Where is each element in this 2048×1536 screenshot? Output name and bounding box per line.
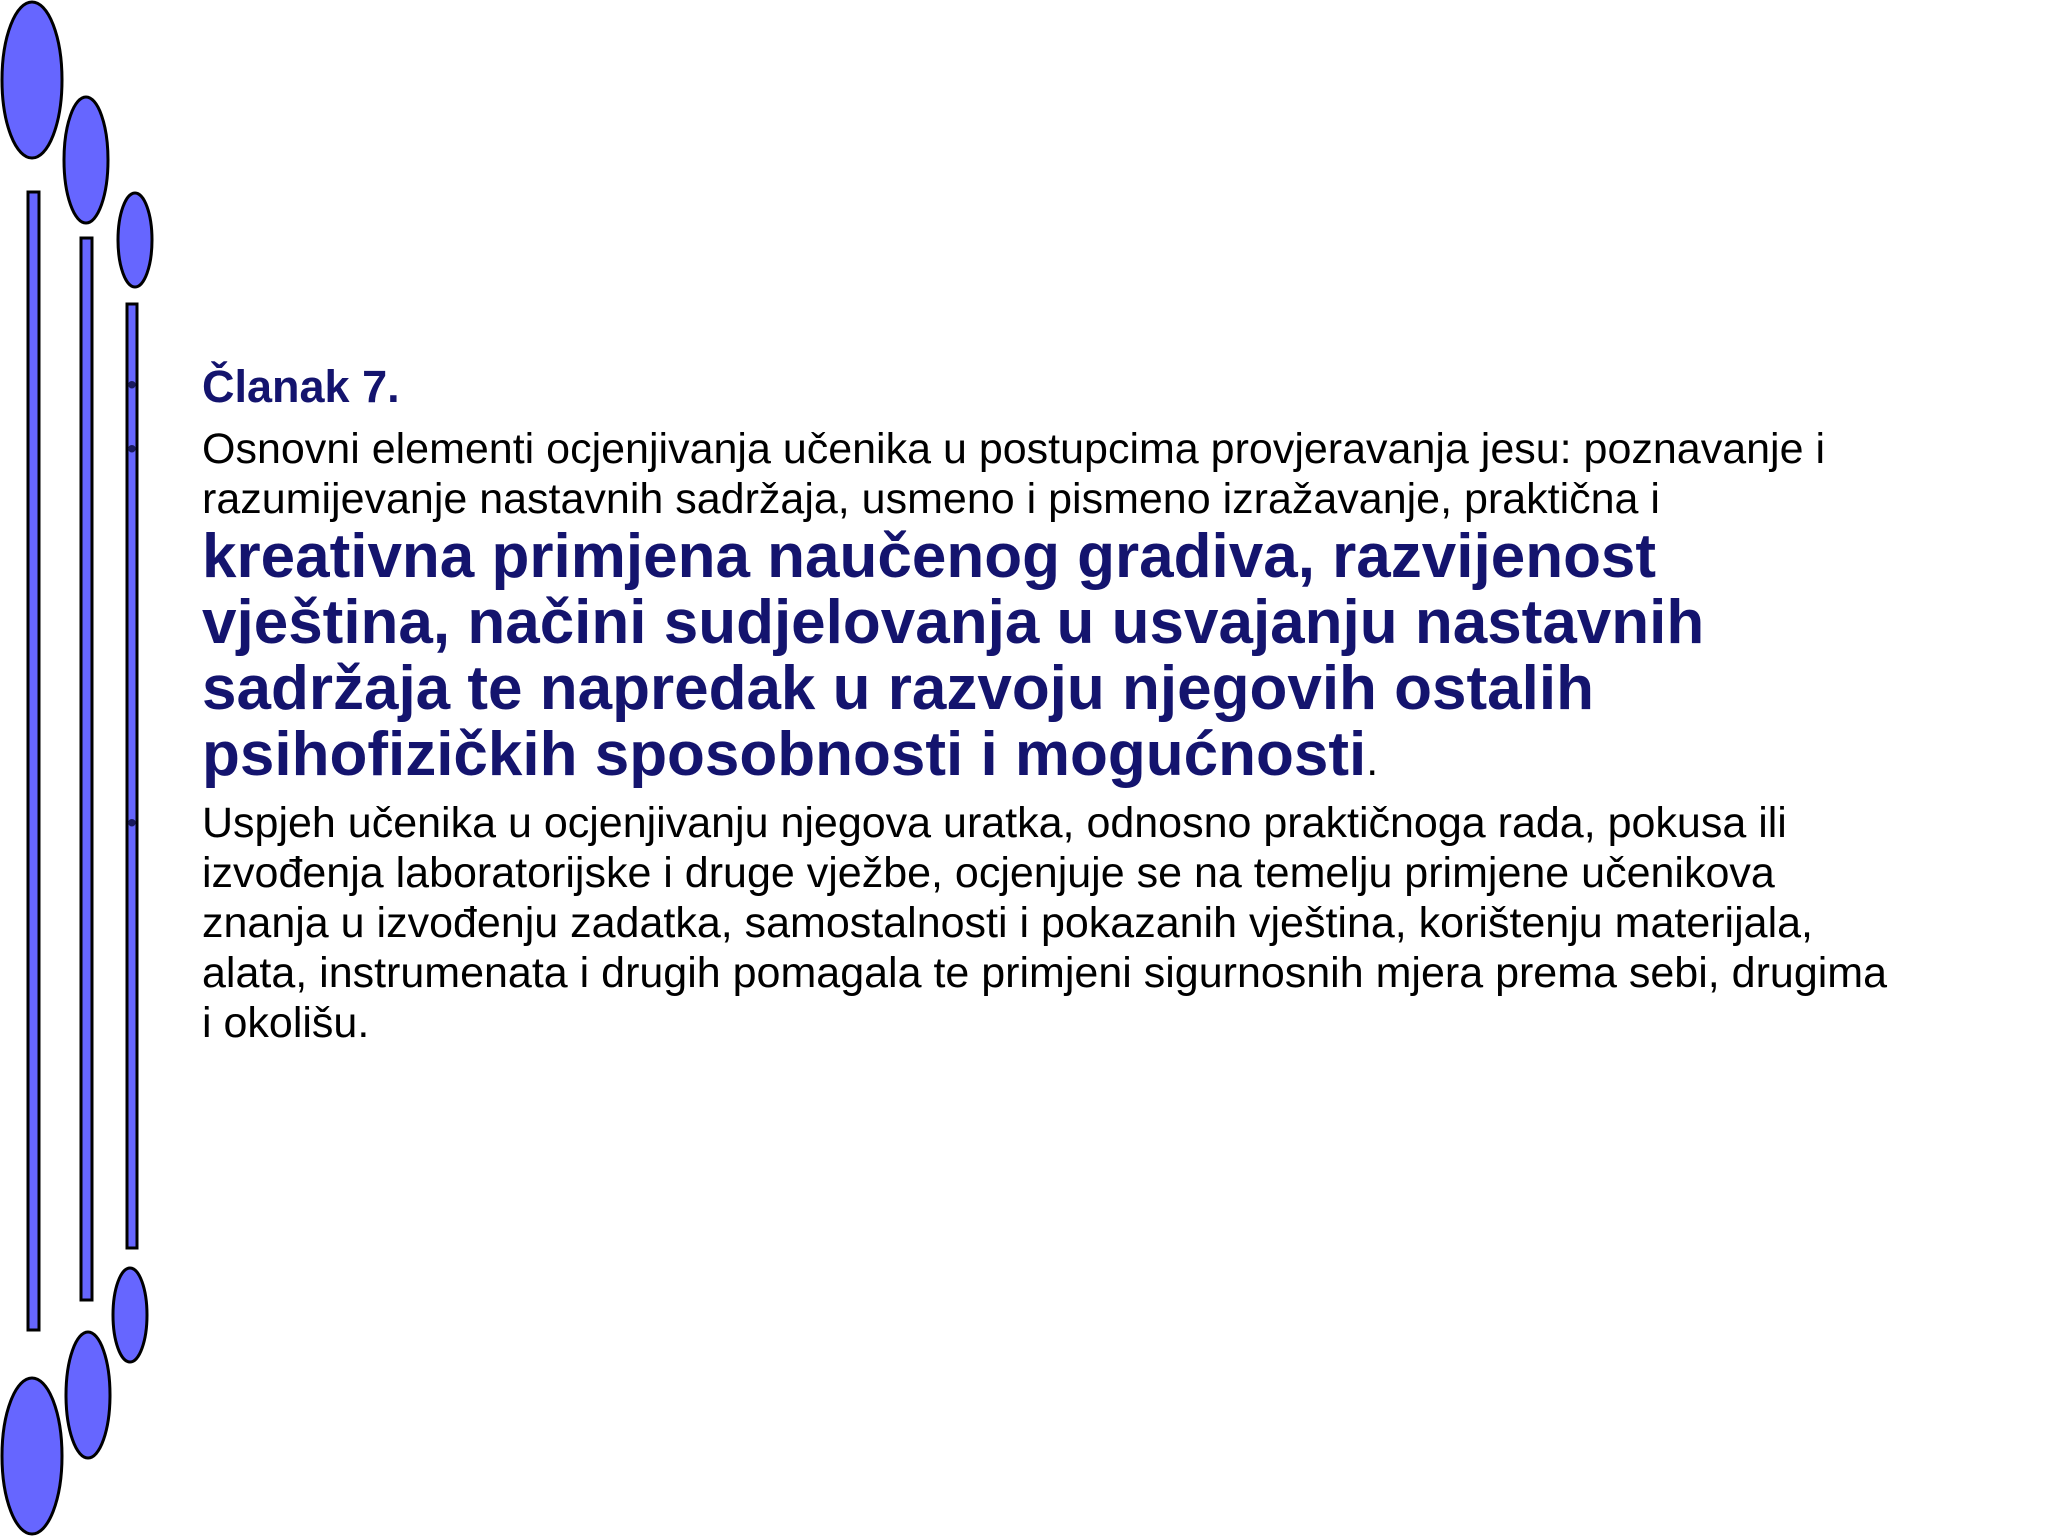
bullet-marker: • <box>127 807 137 838</box>
paragraph-1-emphasized-text: kreativna primjena naučenog gradiva, razvijenost vještina, načini sudjelovanja u usvajanju nastavnih sadržaja te napredak u razvoju njegovih ostalih psihofizičkih sposobnosti i mogućnosti <box>202 522 1705 789</box>
bullet-marker: • <box>127 369 137 400</box>
top-oval-large <box>2 2 62 158</box>
top-oval-small <box>118 193 152 287</box>
bullet-paragraph-2 <box>127 798 1907 1048</box>
article-heading: Članak 7. <box>202 361 400 412</box>
slide-content <box>127 360 1907 1058</box>
top-oval-medium <box>64 97 108 223</box>
bullet-heading <box>127 360 1907 414</box>
paragraph-practical-work-assessment: Uspjeh učenika u ocjenjivanju njegova uratka, odnosno praktičnoga rada, pokusa ili izvođenja laboratorijske i druge vježbe, ocjenjuje se na temelju primjene učenikova znanja u izvođenju zadatka, samostalnosti i pokazanih vještina, korištenju materijala, alata, instrumenata i drugih pomagala te primjeni sigurnosnih mjera prema sebi, drugima i okolišu. <box>202 799 1888 1047</box>
paragraph-1-normal-text: Osnovni elementi ocjenjivanja učenika u postupcima provjeravanja jesu: poznavanje i razumijevanje nastavnih sadržaja, usmeno i pismeno izražavanje, praktična i <box>202 425 1825 523</box>
vertical-bar-middle <box>81 238 92 1300</box>
bullet-marker: • <box>127 433 137 464</box>
bottom-oval-small <box>113 1268 147 1362</box>
vertical-bar-left <box>28 192 39 1330</box>
bottom-oval-medium <box>66 1332 110 1458</box>
paragraph-elements-of-assessment <box>202 424 1907 788</box>
bottom-oval-large <box>2 1378 62 1534</box>
paragraph-1-end-punctuation: . <box>1366 737 1379 785</box>
bullet-paragraph-1 <box>127 424 1907 788</box>
